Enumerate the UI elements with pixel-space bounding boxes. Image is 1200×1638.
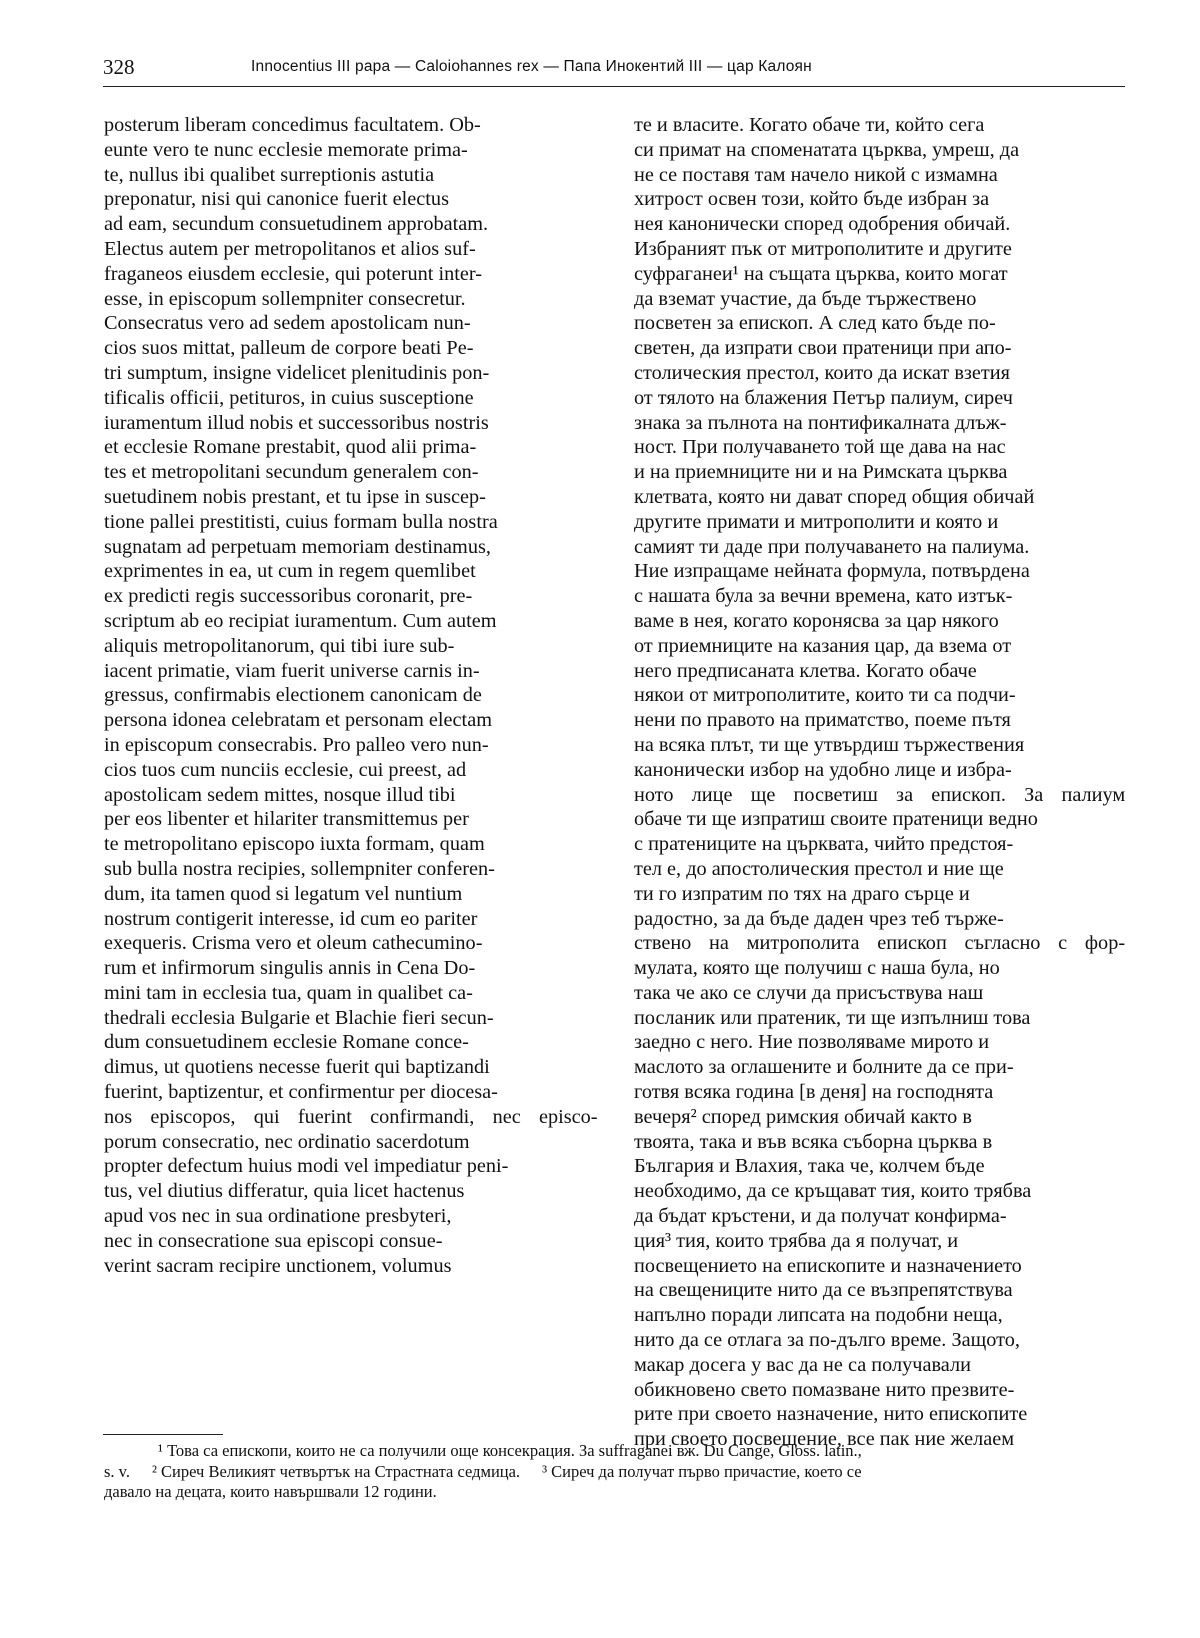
- text-line: ция³ тия, които трябва да я получат, и: [634, 1229, 959, 1252]
- text-line: ност. При получаването той ще дава на нас: [634, 436, 1006, 459]
- text-line: готвя всяка година [в деня] на господнята: [634, 1081, 994, 1104]
- text-line: te metropolitano episcopo iuxta formam, quam: [104, 833, 485, 856]
- text-line: ad eam, secundum consuetudinem approbatam.: [104, 213, 489, 236]
- text-line: от приемниците на казания цар, да взема от: [634, 634, 1012, 657]
- text-line: mini tam in ecclesia tua, quam in qualibet ca-: [104, 981, 473, 1004]
- page-number: 328: [103, 55, 135, 79]
- footnote-2: ² Сиреч Великият четвъртък на Страстната седмица.: [151, 1461, 521, 1481]
- text-line: fuerint, baptizentur, et confirmentur per diocesa-: [104, 1081, 498, 1104]
- text-line: exequeris. Crisma vero et oleum cathecumino-: [104, 932, 483, 955]
- footnote-line: [104, 1441, 1125, 1462]
- text-line: светен, да изпрати свои пратеници при апо-: [634, 337, 1012, 360]
- text-line: tione pallei prestitisti, cuius formam bulla nostra: [104, 510, 498, 533]
- text-line: dum consuetudinem ecclesie Romane conce-: [104, 1031, 469, 1054]
- text-line: ното лице ще посветиш за епископ. За палиум: [634, 783, 1125, 806]
- text-line: хитрост освен този, който бъде избран за: [634, 188, 990, 211]
- latin-text-column: [104, 113, 598, 1278]
- text-line: някои от митрополитите, които ти са подчи-: [634, 684, 1016, 707]
- text-line: знака за пълнота на понтификалната длъж-: [634, 411, 1007, 434]
- text-line: другите примати и митрополити и която и: [634, 510, 999, 533]
- text-line: Consecratus vero ad sedem apostolicam nun-: [104, 312, 471, 335]
- footnote-rule: [103, 1434, 223, 1435]
- text-line: tificalis officii, petituros, in cuius susceptione: [104, 386, 474, 409]
- footnote-line: [104, 1462, 1125, 1483]
- footnote-1: ¹ Това са епископи, които не са получили още консекрация. За suffraganei вж. Du Cange, Gloss. latin.,: [158, 1441, 862, 1460]
- text-line: te, nullus ibi qualibet surreptionis astutia: [104, 163, 435, 186]
- text-line: iacent primatie, viam fuerit universe carnis in-: [104, 659, 480, 682]
- text-line: нени по правото на приматство, поеме пътя: [634, 709, 1011, 732]
- text-line: от тялото на блажения Петър палиум, сиреч: [634, 386, 1014, 409]
- text-line: cios tuos cum nunciis ecclesie, cui preest, ad: [104, 758, 467, 781]
- text-line: fraganeos eiusdem ecclesie, qui poterunt inter-: [104, 262, 483, 285]
- running-head: Innocentius III papa — Caloiohannes rex — Папа Инокентий III — цар Калоян: [251, 58, 812, 75]
- text-line: мулата, която ще получиш с наша була, но: [634, 957, 1000, 980]
- footnotes: [104, 1441, 1125, 1503]
- text-line: tri sumptum, insigne videlicet plenitudinis pon-: [104, 361, 490, 384]
- footnote-1-end: s. v.: [104, 1461, 130, 1481]
- text-line: propter defectum huius modi vel impediatur peni-: [104, 1155, 509, 1178]
- text-line: си примат на споменатата църква, умреш, да: [634, 138, 1020, 161]
- text-line: scriptum ab eo recipiat iuramentum. Cum autem: [104, 609, 497, 632]
- text-line: с нашата була за вечни времена, като изтък-: [634, 585, 1013, 608]
- text-line: ваме в нея, когато коронясва за цар някого: [634, 609, 999, 632]
- text-line: tus, vel diutius differatur, quia licet hactenus: [104, 1180, 465, 1203]
- text-line: посветен за епископ. А след като бъде по-: [634, 312, 996, 335]
- text-line: preponatur, nisi qui canonice fuerit electus: [104, 188, 449, 211]
- text-line: посланик или пратеник, ти ще изпълниш това: [634, 1006, 1031, 1029]
- bulgarian-translation-column: [634, 113, 1125, 1452]
- text-line: suetudinem nobis prestant, et tu ipse in suscep-: [104, 485, 486, 508]
- text-line: Ние изпращаме нейната формула, потвърдена: [634, 560, 1030, 583]
- text-line: gressus, confirmabis electionem canonicam de: [104, 684, 482, 707]
- text-line: не се поставя там начело никой с измамна: [634, 163, 998, 186]
- text-line: обаче ти ще изпратиш своите пратеници ведно: [634, 808, 1038, 831]
- text-line: eunte vero te nunc ecclesie memorate prima-: [104, 138, 468, 161]
- text-line: те и власите. Когато обаче ти, който сега: [634, 114, 985, 136]
- text-line: посвещението на епископите и назначението: [634, 1254, 1022, 1277]
- text-line: nostrum contigerit interesse, id cum eo pariter: [104, 907, 478, 930]
- text-line: заедно с него. Ние позволяваме мирото и: [634, 1031, 990, 1054]
- text-line: verint sacram recipire unctionem, volumus: [104, 1254, 452, 1277]
- text-line: iuramentum illud nobis et successoribus nostris: [104, 411, 489, 434]
- text-line: напълно поради липсата на подобни неща,: [634, 1304, 1003, 1327]
- text-line: aliquis metropolitanorum, qui tibi iure sub-: [104, 634, 455, 657]
- text-line: ствено на митрополита епископ съгласно с фор-: [634, 932, 1125, 955]
- text-line: обикновено свето помазване нито презвите-: [634, 1378, 1015, 1401]
- text-line: столическия престол, които да искат взетия: [634, 361, 1010, 384]
- text-line: самият ти даде при получаването на палиума.: [634, 535, 1030, 558]
- text-line: тел е, до апостолическия престол и ние ще: [634, 857, 1004, 880]
- footnote-3: ³ Сиреч да получат първо причастие, което се: [542, 1461, 862, 1481]
- text-line: esse, in episcopum sollempniter consecretur.: [104, 287, 466, 310]
- text-line: България и Влахия, така че, колчем бъде: [634, 1155, 985, 1178]
- footnote-3-end: давало на децата, които навършвали 12 години.: [104, 1482, 437, 1501]
- text-line: tes et metropolitani secundum generalem con-: [104, 461, 479, 484]
- text-line: на свещениците нито да се възпрепятствува: [634, 1279, 1013, 1302]
- text-line: нито да се отлага за по-дълго време. Защото,: [634, 1329, 1020, 1352]
- text-line: канонически избор на удобно лице и избра-: [634, 758, 1012, 781]
- text-line: apud vos nec in sua ordinatione presbyteri,: [104, 1205, 452, 1228]
- text-line: persona idonea celebratam et personam electam: [104, 709, 492, 732]
- text-line: per eos libenter et hilariter transmittemus per: [104, 808, 469, 831]
- text-line: ex predicti regis successoribus coronarit, pre-: [104, 585, 473, 608]
- text-line: да бъдат кръстени, и да получат конфирма-: [634, 1205, 1007, 1228]
- text-line: нея канонически според одобрения обичай.: [634, 213, 1011, 236]
- text-line: макар досега у вас да не са получавали: [634, 1353, 971, 1376]
- text-line: posterum liberam concedimus facultatem. Ob-: [104, 114, 481, 136]
- text-line: dimus, ut quotiens necesse fuerit qui baptizandi: [104, 1056, 490, 1079]
- text-line: et ecclesie Romane prestabit, quod alii prima-: [104, 436, 477, 459]
- text-line: радостно, за да бъде даден чрез теб търже-: [634, 907, 1004, 930]
- text-line: маслото за оглашените и болните да се при-: [634, 1056, 1014, 1079]
- text-line: суфраганеи¹ на същата църква, които могат: [634, 262, 1008, 285]
- text-line: thedrali ecclesia Bulgarie et Blachie fieri secun-: [104, 1006, 494, 1029]
- text-line: nos episcopos, qui fuerint confirmandi, nec episco-: [104, 1105, 598, 1128]
- text-line: така че ако се случи да присъствува наш: [634, 981, 984, 1004]
- page-header: [103, 52, 1125, 87]
- footnote-line: [104, 1482, 1125, 1503]
- text-line: dum, ita tamen quod si legatum vel nuntium: [104, 882, 463, 905]
- text-line: рите при своето назначение, нито епископите: [634, 1403, 1028, 1426]
- text-line: него предписаната клетва. Когато обаче: [634, 659, 977, 682]
- text-line: при своето посвещение, все пак ние желаем: [634, 1428, 1015, 1451]
- text-line: ти го изпратим по тях на драго сърце и: [634, 882, 970, 905]
- text-line: с пратениците на църквата, чийто предстоя-: [634, 833, 1014, 856]
- text-line: cios suos mittat, palleum de corpore beati Pe-: [104, 337, 474, 360]
- text-line: sub bulla nostra recipies, sollempniter conferen-: [104, 857, 495, 880]
- text-line: exprimentes in ea, ut cum in regem quemlibet: [104, 560, 476, 583]
- text-line: apostolicam sedem mittes, nosque illud tibi: [104, 783, 456, 806]
- text-line: sugnatam ad perpetuam memoriam destinamus,: [104, 535, 491, 558]
- text-line: porum consecratio, nec ordinatio sacerdotum: [104, 1130, 470, 1153]
- text-line: клетвата, която ни дават според общия обичай: [634, 485, 1035, 508]
- text-line: да вземат участие, да бъде тържествено: [634, 287, 977, 310]
- text-line: твоята, така и във всяка съборна църква в: [634, 1130, 993, 1153]
- text-line: вечеря² според римския обичай както в: [634, 1105, 972, 1128]
- text-line: необходимо, да се кръщават тия, които трябва: [634, 1180, 1032, 1203]
- text-line: Избраният пък от митрополитите и другите: [634, 237, 1012, 260]
- text-line: Electus autem per metropolitanos et alios suf-: [104, 237, 476, 260]
- text-line: nec in consecratione sua episcopi consue-: [104, 1229, 443, 1252]
- text-line: и на приемниците ни и на Римската църква: [634, 461, 1008, 484]
- text-line: на всяка плът, ти ще утвърдиш тържествения: [634, 733, 1025, 756]
- text-line: rum et infirmorum singulis annis in Cena Do-: [104, 957, 476, 980]
- text-line: in episcopum consecrabis. Pro palleo vero nun-: [104, 733, 489, 756]
